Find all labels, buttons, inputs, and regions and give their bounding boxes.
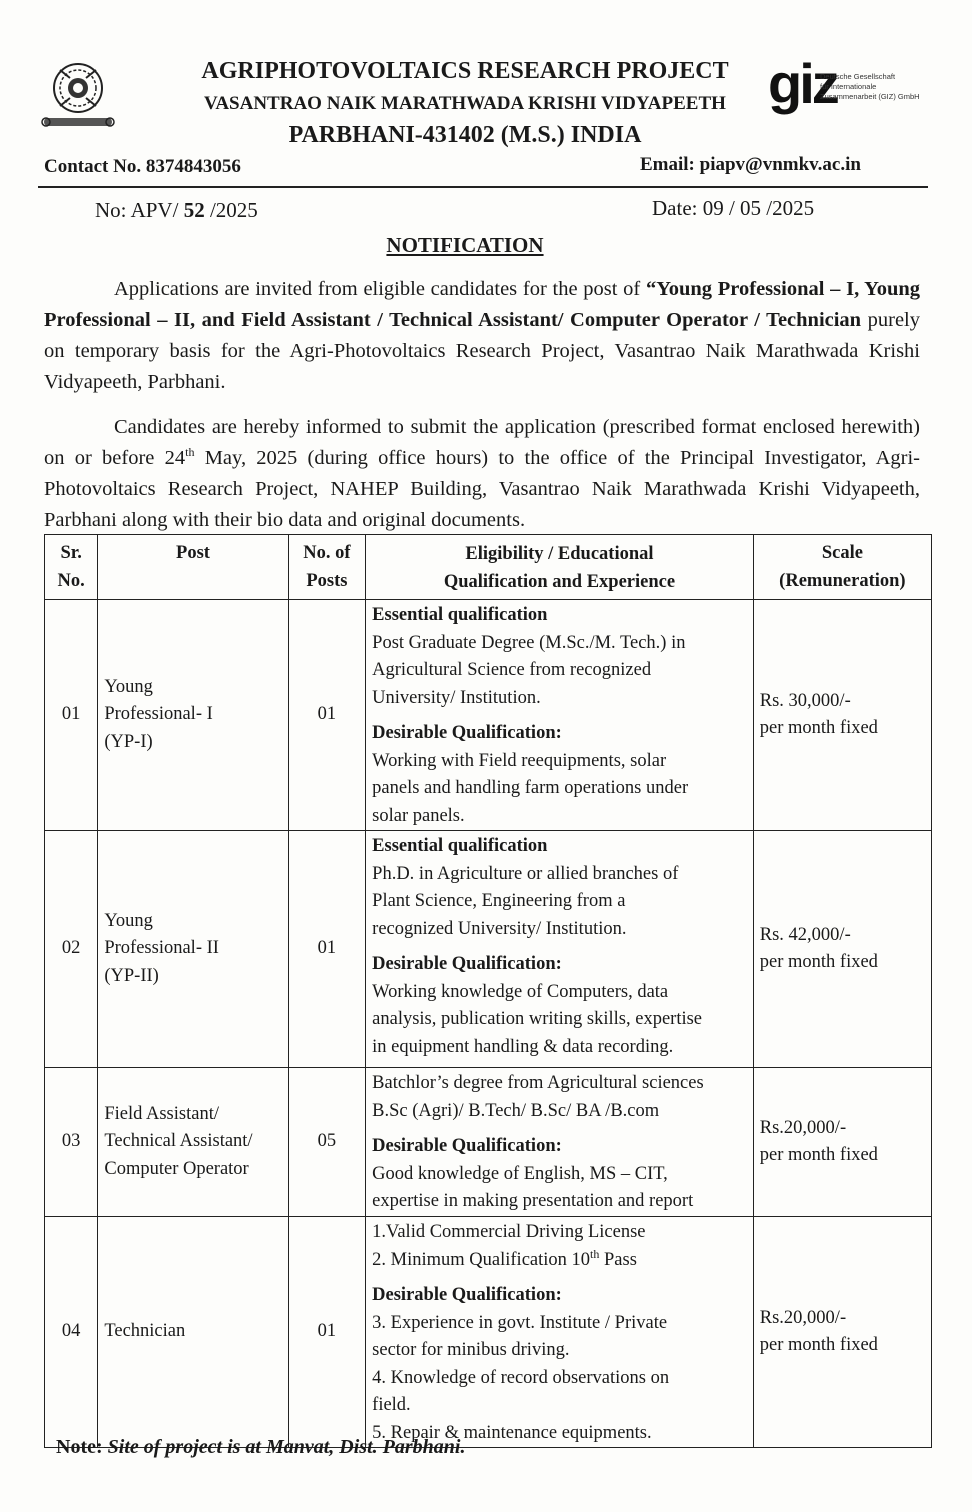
table-row bbox=[45, 1068, 932, 1217]
row-scale: Rs.20,000/- per month fixed bbox=[753, 1217, 931, 1448]
row-eligibility: Essential qualification Ph.D. in Agriculture or allied branches of Plant Science, Engineering from a recognized University/ Institution. Desirable Qualification: Working knowledge of Computers, data analysis, publication writing skills, expertise in equipment handling & data recording. bbox=[366, 831, 754, 1068]
header-divider bbox=[38, 186, 928, 188]
table-row bbox=[45, 1217, 932, 1448]
intro-paragraph: Applications are invited from eligible candidates for the post of “Young Professional – I, Young Professional – II, and Field Assistant / Technical Assistant/ Computer Operator / Technician purely on temporary basis for the Agri-Photovoltaics Research Project, Vasantrao Naik Marathwada Krishi Vidyapeeth, Parbhani. bbox=[44, 278, 921, 393]
contact-number: Contact No. 8374843056 bbox=[44, 156, 241, 177]
university-address: PARBHANI-431402 (M.S.) INDIA bbox=[288, 122, 642, 148]
row-post: Field Assistant/ Technical Assistant/ Computer Operator bbox=[98, 1068, 288, 1217]
project-title: AGRIPHOTOVOLTAICS RESEARCH PROJECT bbox=[201, 58, 729, 84]
header-no-of-posts: No. of Posts bbox=[288, 535, 366, 600]
row-eligibility: Essential qualification Post Graduate Degree (M.Sc./M. Tech.) in Agricultural Science from recognized University/ Institution. Desirable Qualification: Working with Field reequipments, solar panels and handling farm operations under solar panels. bbox=[366, 600, 754, 831]
row-sr-no: 02 bbox=[45, 831, 98, 1068]
row-eligibility: Batchlor’s degree from Agricultural sciences B.Sc (Agri)/ B.Tech/ B.Sc/ BA /B.com Desirable Qualification: Good knowledge of English, MS – CIT, expertise in making presentation and report bbox=[366, 1068, 754, 1217]
table-row bbox=[45, 831, 932, 1068]
row-sr-no: 04 bbox=[45, 1217, 98, 1448]
row-no-of-posts: 01 bbox=[288, 600, 366, 831]
row-eligibility: 1.Valid Commercial Driving License 2. Minimum Qualification 10th Pass Desirable Qualification: 3. Experience in govt. Institute / Private sector for minibus driving. 4. Knowledge of record observations on field. 5. Repair & maintenance equipments. bbox=[366, 1217, 754, 1448]
contact-email: Email: piapv@vnmkv.ac.in bbox=[640, 154, 861, 175]
submission-paragraph: Candidates are hereby informed to submit the application (prescribed format enclosed herewith) on or before 24th May, 2025 (during office hours) to the office of the Principal Investigator, Agri-Photovoltaics Research Project, NAHEP Building, Vasantrao Naik Marathwada Krishi Vidyapeeth, Parbhani along with their bio data and original documents. bbox=[44, 416, 920, 531]
giz-tagline: Deutsche Gesellschaft für Internationale Zusammenarbeit (GIZ) GmbH bbox=[820, 72, 920, 101]
row-post: Technician bbox=[98, 1217, 288, 1448]
row-sr-no: 01 bbox=[45, 600, 98, 831]
header-scale: Scale (Remuneration) bbox=[753, 535, 931, 600]
row-no-of-posts: 05 bbox=[288, 1068, 366, 1217]
row-scale: Rs.20,000/- per month fixed bbox=[753, 1068, 931, 1217]
row-post: Young Professional- I (YP-I) bbox=[98, 600, 288, 831]
row-no-of-posts: 01 bbox=[288, 831, 366, 1068]
row-post: Young Professional- II (YP-II) bbox=[98, 831, 288, 1068]
notification-heading: NOTIFICATION bbox=[386, 233, 544, 257]
header-post: Post bbox=[98, 535, 288, 600]
row-no-of-posts: 01 bbox=[288, 1217, 366, 1448]
header-eligibility: Eligibility / Educational Qualification and Experience bbox=[366, 535, 754, 600]
university-name: VASANTRAO NAIK MARATHWADA KRISHI VIDYAPEETH bbox=[204, 93, 726, 114]
table-row bbox=[45, 600, 932, 831]
row-sr-no: 03 bbox=[45, 1068, 98, 1217]
row-scale: Rs. 30,000/- per month fixed bbox=[753, 600, 931, 831]
notice-date: Date: 09 / 05 /2025 bbox=[652, 196, 815, 220]
table-header-row bbox=[45, 535, 932, 600]
header-sr-no: Sr. No. bbox=[45, 535, 98, 600]
giz-wordmark: giz bbox=[768, 52, 837, 115]
posts-table bbox=[44, 534, 932, 1448]
reference-number: No: APV/ 52 /2025 bbox=[95, 198, 258, 222]
site-note: Note: Site of project is at Manvat, Dist. Parbhani. bbox=[56, 1436, 466, 1458]
row-scale: Rs. 42,000/- per month fixed bbox=[753, 831, 931, 1068]
